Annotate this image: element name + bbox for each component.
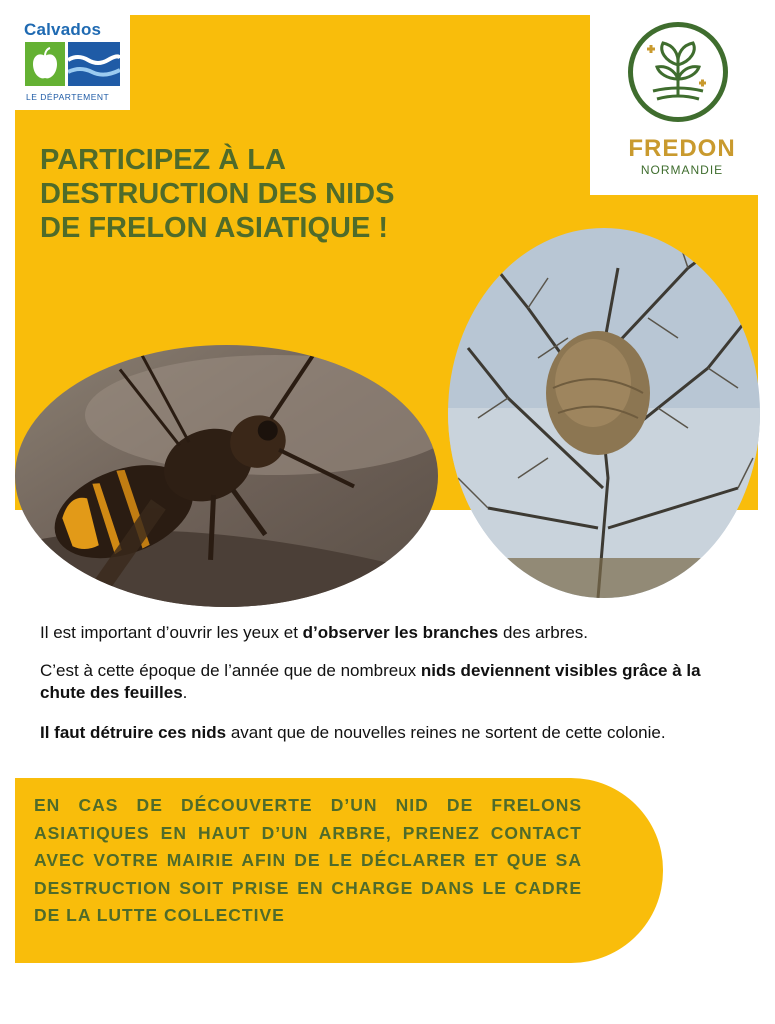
plant-icon xyxy=(633,27,723,117)
title-line-1: PARTICIPEZ À LA xyxy=(40,144,286,176)
fredon-logo-region: NORMANDIE xyxy=(640,163,724,177)
hornet-illustration xyxy=(15,345,438,607)
fredon-logo-name: FREDON xyxy=(628,135,736,162)
paragraph-destroy: Il faut détruire ces nids avant que de nouvelles reines ne sortent de cette colonie. xyxy=(40,723,666,742)
calvados-wave-block xyxy=(68,42,120,86)
emphasis: nids deviennent visibles grâce à la chute des feuilles xyxy=(40,661,701,702)
emphasis: Il faut détruire ces nids xyxy=(40,723,227,742)
apple-icon xyxy=(25,42,65,86)
nest-photo xyxy=(448,228,760,598)
calvados-logo-subtitle: LE DÉPARTEMENT xyxy=(26,92,110,102)
hornet-photo xyxy=(15,345,438,607)
emphasis: d’observer les branches xyxy=(302,623,499,642)
wave-icon xyxy=(68,42,120,86)
nest-tree-illustration xyxy=(448,228,760,598)
paragraph-observe: Il est important d’ouvrir les yeux et d’observer les branches des arbres. xyxy=(40,623,589,642)
title-line-3: DE FRELON ASIATIQUE ! xyxy=(40,212,388,244)
calvados-apple-block xyxy=(25,42,65,86)
page-title xyxy=(40,143,560,245)
title-line-2: DESTRUCTION DES NIDS xyxy=(40,178,395,210)
fredon-emblem xyxy=(628,22,728,122)
callout-text: EN CAS DE DÉCOUVERTE D’UN NID DE FRELONS ASIATIQUES EN HAUT D’UN ARBRE, PRENEZ CONTACT AVEC VOTRE MAIRIE AFIN DE LE DÉCLARER ET QUE SA DESTRUCTION SOIT PRISE EN CHARGE DANS LE CADRE DE LA LUTTE COLLECTIVE xyxy=(34,795,582,925)
calvados-logo-title: Calvados xyxy=(24,20,102,39)
paragraph-visibility: C’est à cette époque de l’année que de nombreux nids deviennent visibles grâce à la chute des feuilles. xyxy=(40,661,701,702)
